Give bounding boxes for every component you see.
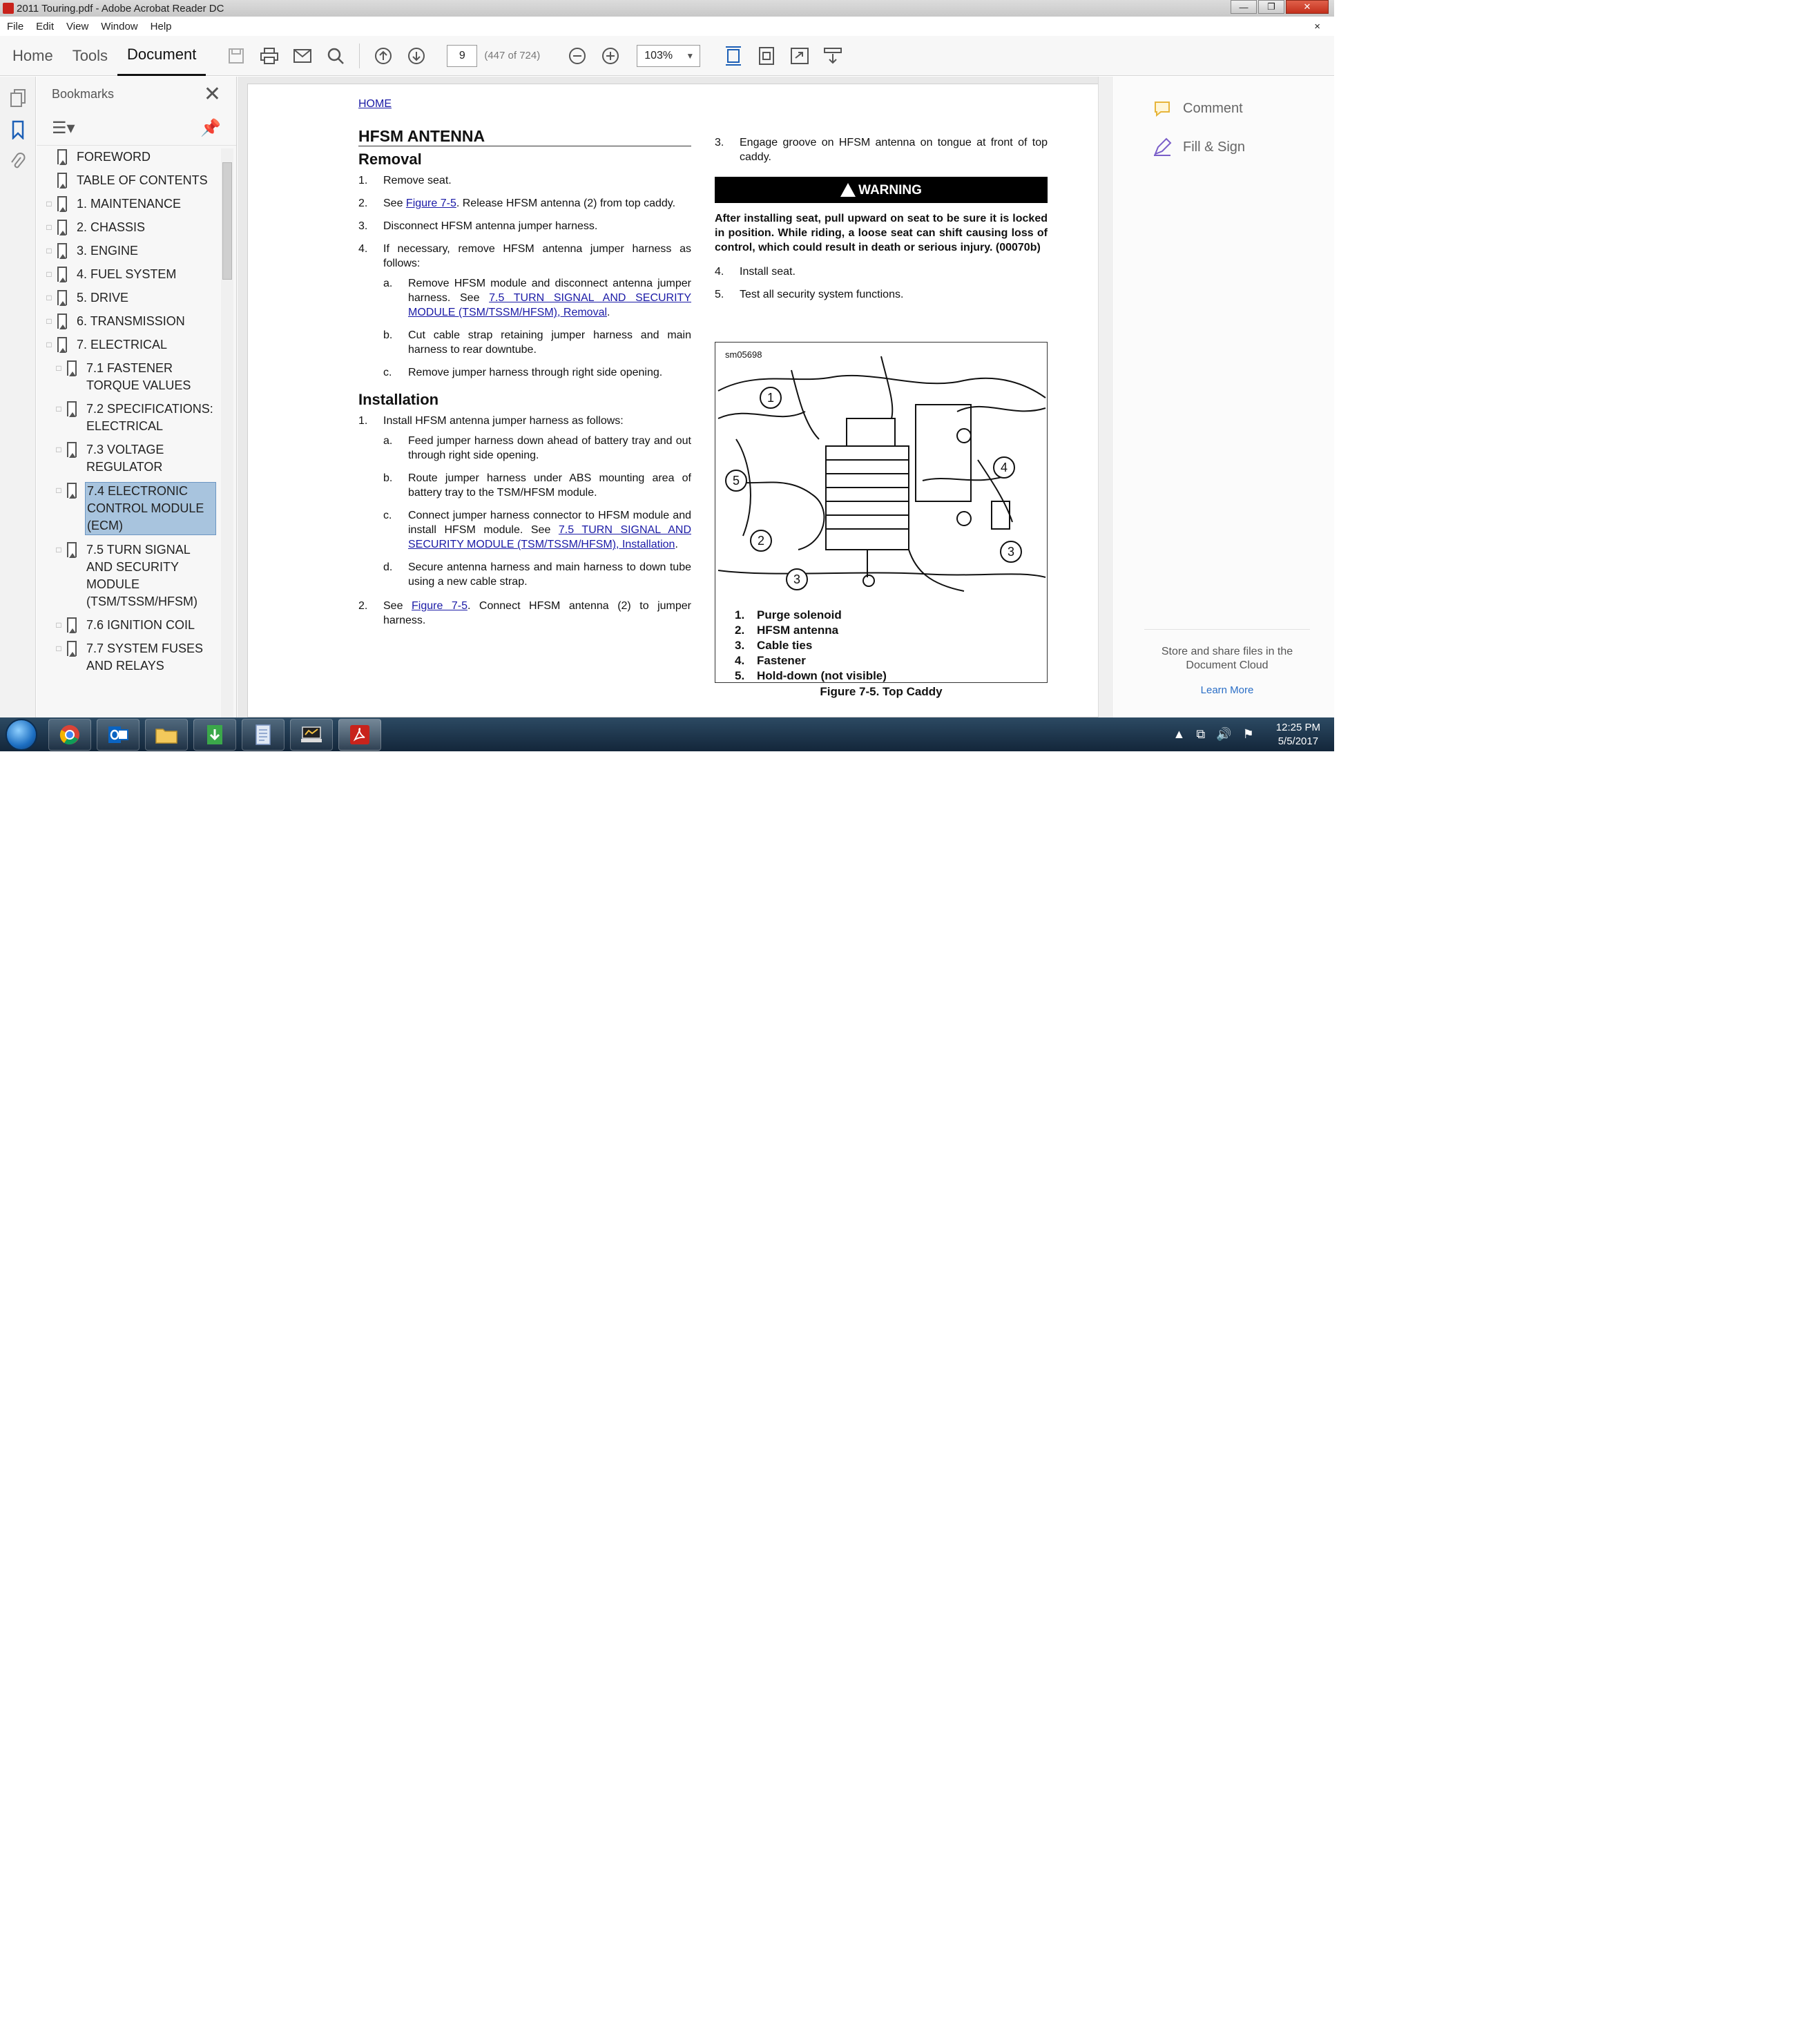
bookmark-icon — [57, 173, 67, 188]
expand-icon[interactable]: □ — [46, 222, 52, 232]
window-title: 2011 Touring.pdf - Adobe Acrobat Reader DC — [17, 2, 224, 15]
installation-heading: Installation — [358, 391, 439, 408]
document-cloud-promo — [1144, 629, 1310, 697]
clock-time: 12:25 PM — [1275, 721, 1320, 733]
close-document-icon[interactable]: × — [1314, 20, 1320, 32]
fit-page-icon[interactable] — [756, 46, 777, 66]
bookmark-item[interactable] — [37, 148, 216, 166]
expand-icon[interactable]: □ — [56, 403, 61, 414]
show-hidden-icons-icon[interactable]: ▲ — [1173, 727, 1186, 741]
page-number-input[interactable]: 9 — [447, 45, 477, 67]
bookmark-item[interactable] — [37, 195, 216, 213]
action-center-flag-icon[interactable]: ⚑ — [1242, 727, 1254, 741]
scrollbar-thumb[interactable] — [222, 162, 232, 280]
fill-sign-icon — [1153, 137, 1172, 157]
figure-legend — [735, 608, 887, 684]
menu-file[interactable]: File — [7, 20, 24, 32]
bookmark-label: 5. DRIVE — [77, 291, 129, 305]
bookmark-item[interactable] — [37, 336, 216, 354]
bookmark-icon — [57, 337, 67, 352]
bookmark-icon — [57, 220, 67, 235]
bookmark-label: 7.7 SYSTEM FUSES AND RELAYS — [86, 642, 204, 673]
expand-icon[interactable]: □ — [56, 444, 61, 454]
bookmark-list — [37, 148, 216, 717]
zoom-value: 103% — [644, 49, 673, 61]
callout-5: 5 — [732, 474, 740, 488]
figure-link[interactable]: Figure 7-5 — [411, 600, 468, 612]
pin-icon[interactable]: 📌 — [200, 119, 221, 137]
bookmark-icon — [67, 617, 77, 633]
more-tools-icon[interactable] — [822, 46, 843, 66]
document-scrollbar[interactable] — [1098, 77, 1113, 717]
legend-row: 5. Hold-down (not visible) — [735, 669, 887, 682]
clock[interactable] — [1276, 721, 1320, 749]
acrobat-app-icon — [3, 3, 14, 14]
options-menu-icon[interactable]: ☰▾ — [52, 119, 75, 137]
bookmark-item[interactable] — [37, 617, 216, 634]
bookmark-icon — [67, 360, 77, 376]
callout-4: 4 — [1000, 461, 1008, 474]
bookmark-item[interactable] — [37, 640, 216, 675]
warning-banner — [715, 177, 1048, 203]
expand-icon[interactable]: □ — [46, 339, 52, 349]
previous-page-icon[interactable] — [373, 46, 394, 66]
expand-icon[interactable]: □ — [46, 269, 52, 279]
chrome-taskbar-icon[interactable] — [48, 719, 91, 751]
bookmark-icon — [67, 401, 77, 416]
bookmarks-toolbar — [37, 111, 236, 146]
installation-step: 3. Engage groove on HFSM antenna on tongue at front of top caddy. — [715, 137, 1048, 163]
tools-pane — [1114, 77, 1334, 717]
bookmark-item[interactable] — [37, 360, 216, 394]
bookmark-item[interactable] — [37, 401, 216, 435]
bookmark-label: 7.4 ELECTRONIC CONTROL MODULE (ECM) — [85, 482, 216, 535]
bookmark-icon — [57, 290, 67, 305]
menu-help[interactable]: Help — [150, 20, 172, 32]
bookmark-label: 4. FUEL SYSTEM — [77, 267, 177, 281]
bookmark-label: 2. CHASSIS — [77, 220, 146, 234]
comment-tool[interactable] — [1114, 89, 1334, 128]
installation-substep: b. Route jumper harness under ABS mounting area of battery tray to the TSM/HFSM module. — [383, 472, 691, 499]
bookmark-item[interactable] — [37, 313, 216, 330]
zoom-in-icon[interactable] — [600, 46, 621, 66]
menu-bar — [0, 18, 1334, 35]
bookmark-item[interactable] — [37, 172, 216, 189]
bookmark-label: 7.1 FASTENER TORQUE VALUES — [86, 361, 191, 392]
page-count: (447 of 724) — [484, 50, 541, 61]
tab-tools[interactable]: Tools — [72, 46, 108, 64]
bookmark-label: 7. ELECTRICAL — [77, 338, 168, 351]
removal-step: 2. See Figure 7-5. Release HFSM antenna (2) from top caddy. — [358, 197, 676, 209]
bookmark-item[interactable] — [37, 441, 216, 476]
tab-document[interactable]: Document — [117, 36, 206, 76]
bookmark-icon — [57, 196, 67, 211]
page-thumbnails-icon[interactable] — [8, 88, 28, 108]
home-link[interactable]: HOME — [358, 98, 392, 110]
removal-step: 4. If necessary, remove HFSM antenna jumper harness as follows: — [358, 243, 691, 269]
installation-step: 5. Test all security system functions. — [715, 289, 904, 300]
bookmark-label: 6. TRANSMISSION — [77, 314, 185, 328]
bookmark-label: 7.2 SPECIFICATIONS: ELECTRICAL — [86, 402, 213, 433]
bookmark-icon — [57, 243, 67, 258]
figure-top-caddy — [715, 342, 1048, 683]
download-app-taskbar-icon[interactable] — [193, 719, 236, 751]
warning-label: WARNING — [858, 182, 922, 197]
callout-2: 2 — [757, 534, 765, 548]
pdf-page — [247, 84, 1106, 717]
installation-substep: c. Connect jumper harness connector to HFSM module and install HFSM module. See 7.5 TURN SIGNAL AND SECURITY MODULE (TSM/TSSM/HFSM), Installation. — [383, 510, 691, 550]
installation-step: 1. Install HFSM antenna jumper harness as follows: — [358, 415, 624, 427]
bookmark-item[interactable] — [37, 242, 216, 260]
expand-icon[interactable]: □ — [56, 363, 61, 373]
acrobat-taskbar-icon[interactable] — [338, 719, 381, 751]
learn-more-link[interactable]: Learn More — [1200, 684, 1254, 696]
close-panel-icon[interactable]: ✕ — [203, 82, 221, 106]
bookmark-label: 7.5 TURN SIGNAL AND SECURITY MODULE (TSM/TSSM/HFSM) — [86, 543, 197, 608]
bookmark-panel-icon[interactable] — [8, 119, 28, 140]
figure-caption: Figure 7-5. Top Caddy — [820, 685, 943, 698]
bookmark-item[interactable] — [37, 541, 216, 610]
toolbar — [0, 36, 1334, 76]
spacer — [45, 176, 53, 184]
diagnostic-app-taskbar-icon[interactable] — [290, 719, 333, 751]
bookmark-label: 1. MAINTENANCE — [77, 197, 182, 211]
removal-substep: b. Cut cable strap retaining jumper harness and main harness to rear downtube. — [383, 329, 691, 356]
expand-icon[interactable]: □ — [46, 198, 52, 209]
comment-icon — [1153, 99, 1172, 118]
volume-icon[interactable]: 🔊 — [1216, 727, 1232, 741]
tab-home[interactable]: Home — [12, 46, 53, 64]
section-link[interactable]: 7.5 TURN SIGNAL AND SECURITY MODULE (TSM/TSSM/HFSM), Installation — [408, 524, 691, 550]
expand-icon[interactable]: □ — [46, 292, 52, 302]
search-icon[interactable] — [325, 46, 346, 66]
minimize-button[interactable]: — — [1231, 0, 1257, 14]
system-tray — [1173, 717, 1320, 751]
warning-icon — [840, 183, 856, 197]
next-page-icon[interactable] — [406, 46, 427, 66]
legend-row: 3. Cable ties — [735, 639, 813, 652]
installation-substep: a. Feed jumper harness down ahead of battery tray and out through right side opening. — [383, 435, 691, 461]
menu-view[interactable]: View — [66, 20, 89, 32]
removal-substep: a. Remove HFSM module and disconnect antenna jumper harness. See 7.5 TURN SIGNAL AND SECURITY MODULE (TSM/TSSM/HFSM), Removal. — [383, 278, 692, 318]
bookmarks-title: Bookmarks — [52, 86, 115, 101]
section-link[interactable]: 7.5 TURN SIGNAL AND SECURITY MODULE (TSM/TSSM/HFSM), Removal — [408, 292, 692, 318]
figure-link[interactable]: Figure 7-5 — [405, 197, 456, 209]
bookmark-icon — [67, 483, 77, 498]
bookmarks-scrollbar[interactable] — [221, 148, 233, 717]
figure-id: sm05698 — [725, 349, 762, 360]
bookmark-icon — [57, 149, 67, 164]
installation-step: 4. Install seat. — [715, 266, 796, 278]
chevron-down-icon: ▼ — [686, 50, 695, 61]
bookmark-item[interactable] — [37, 482, 216, 535]
full-screen-icon[interactable] — [789, 46, 810, 66]
expand-icon[interactable]: □ — [56, 619, 61, 630]
zoom-select[interactable] — [637, 45, 700, 67]
left-rail — [0, 77, 36, 717]
bookmark-item[interactable] — [37, 266, 216, 283]
removal-step: 1. Remove seat. — [358, 175, 452, 186]
removal-step: 3. Disconnect HFSM antenna jumper harness. — [358, 220, 598, 232]
document-viewport[interactable] — [238, 77, 1113, 717]
document-app-taskbar-icon[interactable] — [242, 719, 285, 751]
warning-text: After installing seat, pull upward on seat to be sure it is locked in position. While riding, a loose seat can shift causing loss of control, which could result in death or serious injury. (00070b) — [715, 213, 1048, 253]
network-icon[interactable]: ⧉ — [1196, 727, 1206, 741]
cloud-text: Store and share files in the Document Cloud — [1161, 646, 1293, 671]
email-icon[interactable] — [292, 46, 313, 66]
bookmarks-header — [37, 77, 236, 111]
maximize-button[interactable]: ❐ — [1258, 0, 1284, 14]
bookmark-icon — [67, 442, 77, 457]
fill-sign-tool[interactable] — [1114, 128, 1334, 166]
zoom-out-icon[interactable] — [567, 46, 588, 66]
start-button[interactable] — [6, 719, 37, 751]
right-column — [715, 135, 1048, 310]
left-column — [358, 97, 691, 636]
bookmark-icon — [67, 641, 77, 656]
bookmark-label: FOREWORD — [77, 150, 151, 164]
scroll-mode-icon[interactable] — [723, 46, 744, 66]
bookmark-icon — [57, 267, 67, 282]
print-icon[interactable] — [259, 46, 280, 66]
bookmark-label: 3. ENGINE — [77, 244, 139, 258]
expand-icon[interactable]: □ — [56, 485, 61, 495]
file-explorer-taskbar-icon[interactable] — [145, 719, 188, 751]
bookmark-item[interactable] — [37, 289, 216, 307]
fill-sign-label: Fill & Sign — [1183, 139, 1246, 155]
installation-substep: d. Secure antenna harness and main harness to down tube using a new cable strap. — [383, 561, 691, 588]
screen — [0, 0, 1334, 751]
legend-row: 1. Purge solenoid — [735, 608, 842, 621]
title-bar — [0, 0, 1334, 17]
taskbar — [0, 717, 1334, 751]
spacer — [45, 153, 53, 161]
callout-3: 3 — [793, 572, 801, 586]
expand-icon[interactable]: □ — [56, 643, 61, 653]
outlook-taskbar-icon[interactable] — [97, 719, 139, 751]
expand-icon[interactable]: □ — [46, 245, 52, 256]
bookmark-label: TABLE OF CONTENTS — [77, 173, 208, 187]
bookmark-icon — [67, 542, 77, 557]
legend-row: 4. Fastener — [735, 654, 806, 667]
clock-date: 5/5/2017 — [1278, 735, 1319, 747]
bookmark-item[interactable] — [37, 219, 216, 236]
bookmark-label: 7.3 VOLTAGE REGULATOR — [86, 443, 164, 474]
callout-3b: 3 — [1007, 545, 1015, 559]
bookmark-icon — [57, 314, 67, 329]
expand-icon[interactable]: □ — [46, 316, 52, 326]
bookmarks-panel — [37, 77, 237, 717]
attachment-icon[interactable] — [8, 151, 28, 172]
removal-heading: Removal — [358, 151, 422, 168]
top-caddy-illustration — [715, 343, 1047, 598]
installation-step: 2. See Figure 7-5. Connect HFSM antenna (2) to jumper harness. — [358, 600, 691, 626]
callout-1: 1 — [767, 391, 775, 405]
menu-edit[interactable]: Edit — [36, 20, 55, 32]
bookmark-label: 7.6 IGNITION COIL — [86, 618, 195, 632]
section-heading: HFSM ANTENNA — [358, 129, 691, 146]
comment-label: Comment — [1183, 100, 1243, 116]
expand-icon[interactable]: □ — [56, 544, 61, 555]
legend-row: 2. HFSM antenna — [735, 624, 839, 637]
removal-substep: c. Remove jumper harness through right side opening. — [383, 367, 663, 378]
menu-window[interactable]: Window — [101, 20, 138, 32]
close-button[interactable]: ✕ — [1286, 0, 1329, 14]
save-icon[interactable] — [226, 46, 247, 66]
